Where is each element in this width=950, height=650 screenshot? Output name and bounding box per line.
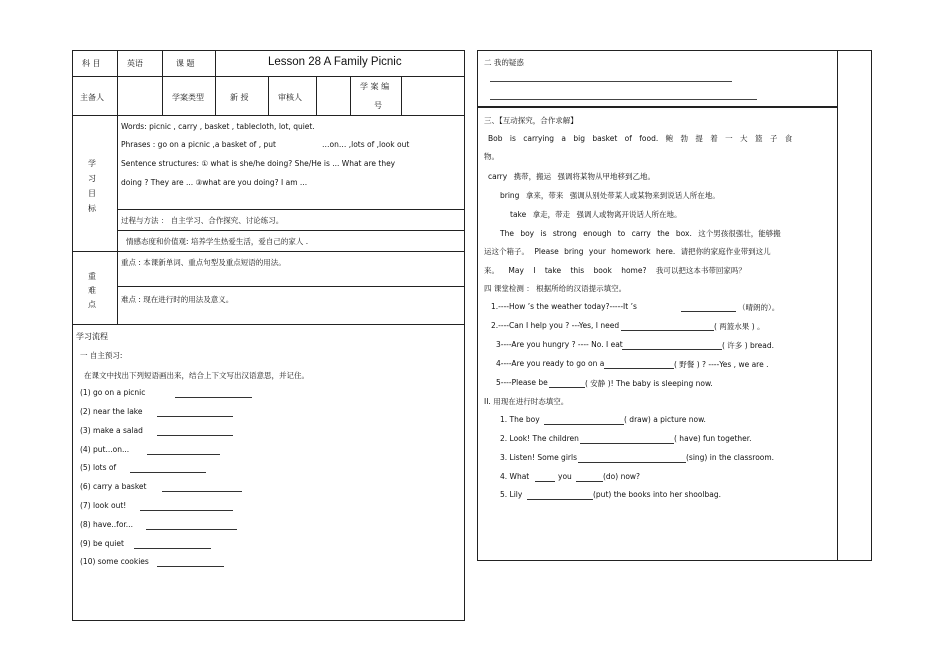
phrase-item: (7) look out! bbox=[80, 501, 127, 510]
tense-question: 4. What bbox=[500, 472, 530, 481]
explore-line: bring 拿来，带来 强调从别处带某人或某物来到说话人所在地。 bbox=[500, 191, 720, 200]
goals-structures-cont: doing ? They are ... ③what are you doing? I am ... bbox=[121, 178, 308, 187]
explore-line: take 拿走，带走 强调人或物离开说话人所在地。 bbox=[510, 210, 682, 219]
test-heading: 四 课堂检测 ： 根据所给的汉语提示填空。 bbox=[484, 284, 627, 293]
tense-answer-blank[interactable] bbox=[535, 473, 555, 482]
phrase-item: (4) put...on... bbox=[80, 445, 130, 454]
preparer-label: 主备人 bbox=[80, 93, 104, 102]
tense-subject: you bbox=[558, 472, 572, 481]
fill-answer-blank[interactable] bbox=[621, 322, 714, 331]
fill-hint: ( 许多 ) bread. bbox=[722, 341, 775, 350]
key-point-text: 重点 : 本课新单词、重点句型及重点短语的用法。 bbox=[121, 258, 286, 267]
goals-emotion: 情感态度和价值观: 培养学生热爱生活，爱自己的家人 . bbox=[126, 237, 309, 246]
explore-line: 来。 May I take this book home? 我可以把这本书带回家吗？ bbox=[484, 266, 746, 275]
process-heading: 学习流程 bbox=[76, 332, 108, 341]
phrase-answer-blank[interactable] bbox=[130, 464, 206, 473]
explore-heading: 三、【互动探究，合作求解】 bbox=[484, 116, 578, 125]
doubts-write-line[interactable] bbox=[490, 81, 732, 82]
phrase-item: (1) go on a picnic bbox=[80, 388, 146, 397]
tense-question: 1. The boy bbox=[500, 415, 540, 424]
tense-question: 3. Listen! Some girls bbox=[500, 453, 577, 462]
fill-answer-blank[interactable] bbox=[549, 379, 585, 388]
phrase-item: (8) have..for... bbox=[80, 520, 133, 529]
tense-hint: (put) the books into her shoolbag. bbox=[593, 490, 721, 499]
phrase-answer-blank[interactable] bbox=[175, 389, 252, 398]
goals-label: 学 习 目 标 bbox=[88, 159, 96, 213]
explore-line: 物。 bbox=[484, 152, 499, 161]
fill-hint: ( 两篮水果 ) 。 bbox=[714, 322, 765, 331]
difficult-point-text: 难点 : 现在进行时的用法及意义。 bbox=[121, 295, 234, 304]
phrase-item: (2) near the lake bbox=[80, 407, 143, 416]
tense-question: 5. Lily bbox=[500, 490, 523, 499]
explore-line: carry 携带，搬运 强调将某物从甲地移到乙地。 bbox=[488, 172, 655, 181]
fill-question: 1.----How ’s the weather today?-----It ’s bbox=[491, 302, 637, 311]
explore-line: The boy is strong enough to carry the box. 这个男孩很强壮，能够搬 bbox=[500, 229, 781, 238]
phrase-answer-blank[interactable] bbox=[157, 427, 233, 436]
phrase-answer-blank[interactable] bbox=[157, 408, 233, 417]
phrase-item: (6) carry a basket bbox=[80, 482, 147, 491]
key-points-label: 重 难 点 bbox=[88, 272, 96, 309]
tense-answer-blank[interactable] bbox=[544, 416, 624, 425]
goals-structures: Sentence structures: ① what is she/he doing? She/He is ... What are they bbox=[121, 159, 396, 168]
fill-answer-blank[interactable] bbox=[622, 341, 722, 350]
self-study-instruction: 在课文中找出下列短语画出来，结合上下文写出汉语意思，并记住。 bbox=[84, 371, 309, 380]
phrase-answer-blank[interactable] bbox=[134, 540, 211, 549]
reviewer-label: 审核人 bbox=[278, 93, 302, 102]
phrase-answer-blank[interactable] bbox=[157, 558, 224, 567]
fill-question: 3----Are you hungry ? ---- No. I eat bbox=[496, 340, 623, 349]
fill-question: 2.----Can I help you ? ---Yes, I need bbox=[491, 321, 620, 330]
lesson-title: Lesson 28 A Family Picnic bbox=[268, 56, 402, 68]
plan-type-value: 新 授 bbox=[230, 93, 249, 102]
fill-hint: ( 野餐 ) ? ----Yes , we are . bbox=[674, 360, 769, 369]
phrase-answer-blank[interactable] bbox=[146, 521, 237, 530]
tense-answer-blank[interactable] bbox=[576, 473, 603, 482]
plan-number-label: 学 案 编 bbox=[360, 82, 390, 91]
tense-hint: ( have) fun together. bbox=[674, 434, 752, 443]
goals-process: 过程与方法 ： 自主学习、合作探究、讨论练习。 bbox=[121, 216, 284, 225]
fill-question: 4----Are you ready to go on a bbox=[496, 359, 605, 368]
tense-question: 2. Look! The children bbox=[500, 434, 579, 443]
tense-answer-blank[interactable] bbox=[527, 491, 593, 500]
plan-type-label: 学案类型 bbox=[172, 93, 204, 102]
phrase-answer-blank[interactable] bbox=[140, 502, 233, 511]
tense-answer-blank[interactable] bbox=[578, 454, 686, 463]
fill-answer-blank[interactable] bbox=[604, 360, 674, 369]
tense-hint: (sing) in the classroom. bbox=[686, 453, 775, 462]
plan-number-label-2: 号 bbox=[374, 101, 382, 110]
tense-hint: (do) now? bbox=[603, 472, 641, 481]
tense-answer-blank[interactable] bbox=[580, 435, 674, 444]
phrase-answer-blank[interactable] bbox=[162, 483, 242, 492]
goals-phrases: Phrases : go on a picnic ,a basket of , put bbox=[121, 140, 276, 149]
subject-label: 科 目 bbox=[82, 59, 101, 68]
fill-question: 5----Please be bbox=[496, 378, 548, 387]
phrase-item: (5) lots of bbox=[80, 463, 117, 472]
fill-hint: （晴朗的）。 bbox=[738, 303, 780, 312]
fill-answer-blank[interactable] bbox=[681, 303, 736, 312]
explore-line: 运这个箱子。 Please bring your homework here. 请把你的家庭作业带到这儿 bbox=[484, 247, 771, 256]
fill-hint: ( 安静 )! The baby is sleeping now. bbox=[585, 379, 713, 388]
doubts-write-line[interactable] bbox=[490, 99, 757, 100]
goals-words: Words: picnic , carry , basket , tablecloth, lot, quiet. bbox=[121, 122, 315, 131]
doubts-heading: 二 我的疑惑 bbox=[484, 58, 524, 67]
phrase-item: (9) be quiet bbox=[80, 539, 124, 548]
subject-value: 英语 bbox=[127, 59, 143, 68]
topic-label: 课 题 bbox=[176, 59, 195, 68]
self-study-heading: 一 自主预习: bbox=[80, 351, 123, 360]
explore-line: Bob is carrying a big basket of food. 鲍 勃 提 着 一 大 篮 子 食 bbox=[488, 134, 793, 143]
tense-hint: ( draw) a picture now. bbox=[624, 415, 706, 424]
goals-phrases-cont: …on… ,lots of ,look out bbox=[322, 140, 410, 149]
phrase-item: (10) some cookies bbox=[80, 557, 149, 566]
tense-heading: II. 用现在进行时态填空。 bbox=[484, 397, 569, 406]
phrase-answer-blank[interactable] bbox=[147, 446, 220, 455]
phrase-item: (3) make a salad bbox=[80, 426, 143, 435]
